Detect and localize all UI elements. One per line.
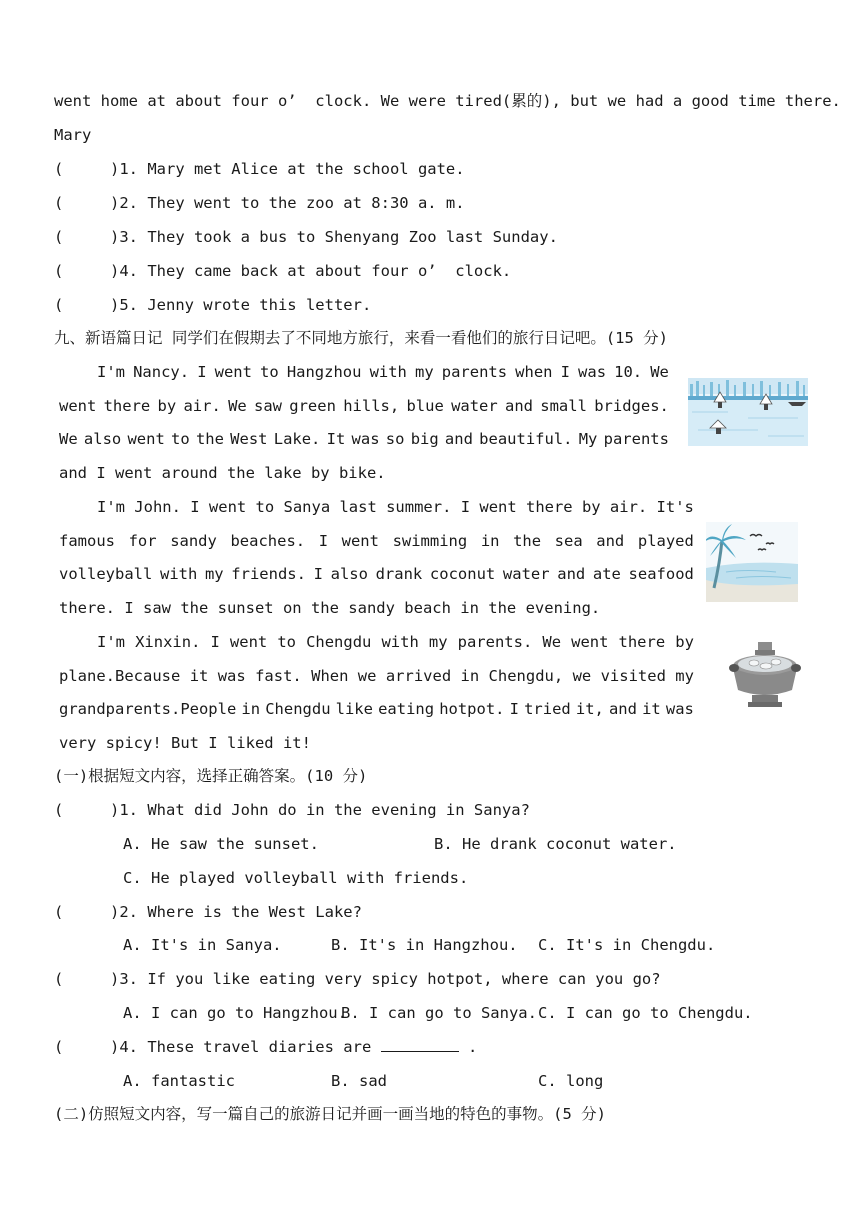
word: hotpot. [439,700,505,718]
word: I [560,363,570,381]
word: volleyball [59,565,153,583]
west-lake-image [688,378,808,446]
word: air. [609,498,648,516]
word: bridges. [594,397,669,415]
word: Xinxin. [135,633,201,651]
word: water [451,397,498,415]
xinxin-line-3 [59,698,694,720]
word: We [650,363,669,381]
word: parents [441,363,508,381]
part-2-title: (二)仿照短文内容，写一篇自己的旅游日记并画一画当地的特色的事物。(5 分) [54,1105,606,1123]
letter-last-line: went home at about four o’ clock. We were tired(累的), but we had a good time there. [54,92,841,110]
word: swimming [392,532,468,550]
part-1-title: (一)根据短文内容，选择正确答案。(10 分) [54,767,368,785]
word: it, [575,700,604,718]
nancy-line-2 [59,395,669,417]
word: played [637,532,694,550]
word: friends. [231,565,306,583]
word: with [159,565,198,583]
word: my [428,633,448,651]
word: 10. [614,363,643,381]
word: blue [406,397,444,415]
q1-option-c: C. He played volleyball with friends. [123,869,469,887]
q3-option-b: B. I can go to Sanya. [341,1004,537,1022]
word: air. [183,397,221,415]
word: to [277,633,296,651]
john-line-3 [59,563,694,585]
word: by [675,633,694,651]
word: West [230,430,268,448]
word: parents [603,430,669,448]
nancy-line-3 [59,428,669,450]
q3-option-a: A. I can go to Hangzhou. [123,1004,347,1022]
word: drank [375,565,423,583]
word: went [127,430,165,448]
word: went [59,397,97,415]
word: eating [378,700,435,718]
q2-option-b: B. It's in Hangzhou. [331,936,518,954]
word: I'm [97,363,125,381]
john-line-1 [97,496,694,518]
word: We [228,397,247,415]
sanya-beach-image [706,522,798,602]
word: hills, [343,397,400,415]
john-line-2 [59,530,694,552]
q4-stem-end: . [458,1038,478,1056]
word: tried [524,700,571,718]
word: to [171,430,190,448]
word: there [525,498,573,516]
q2-option-c: C. It's in Chengdu. [538,936,716,954]
word: when [515,363,553,381]
john-line-4: there. I saw the sunset on the sandy beach in the evening. [59,599,601,617]
word: sandy [170,532,217,550]
word: my [675,667,694,685]
tf-item-2: ( )2. They went to the zoo at 8:30 a. m. [54,194,465,212]
word: parents. [457,633,533,651]
nancy-line-4: and I went around the lake by bike. [59,464,386,482]
q4-answer-blank[interactable] [381,1037,459,1052]
q4-stem: ( )4. These travel diaries are [54,1038,372,1056]
nancy-line-1 [97,361,669,383]
word: went [214,363,252,381]
word: big [410,430,439,448]
word: visited [600,667,666,685]
word: Lake. [273,430,321,448]
tf-item-5: ( )5. Jenny wrote this letter. [54,296,372,314]
word: sea [554,532,583,550]
word: with [369,363,407,381]
word: it [189,667,209,685]
word: to [260,363,279,381]
word: we [357,667,377,685]
word: and [596,532,625,550]
word: Sanya [283,498,331,516]
word: it [642,700,661,718]
word: I'm [97,633,125,651]
word: water [502,565,550,583]
word: in [460,667,480,685]
word: beaches. [230,532,306,550]
word: It's [656,498,694,516]
word: Nancy. [133,363,190,381]
word: ate [592,565,621,583]
xinxin-line-1 [97,631,694,653]
q4-option-c: C. long [538,1072,604,1090]
word: plane.Because [59,667,181,685]
word: small [540,397,587,415]
word: and [444,430,473,448]
q3-stem: ( )3. If you like eating very spicy hotpot, where can you go? [54,970,661,988]
word: beautiful. [479,430,573,448]
tf-item-3: ( )3. They took a bus to Shenyang Zoo last Sunday. [54,228,558,246]
xinxin-line-2 [59,665,694,687]
word: also [83,430,122,448]
q1-stem: ( )1. What did John do in the evening in Sanya? [54,801,530,819]
word: My [578,430,598,448]
word: like [335,700,373,718]
word: my [204,565,224,583]
word: summer. [386,498,452,516]
word: went [479,498,517,516]
word: Hangzhou [286,363,362,381]
q4-stem-row [54,1036,477,1058]
word: It [326,430,346,448]
word: I [460,498,471,516]
word: saw [254,397,282,415]
word: Chengdu, [488,667,564,685]
word: When [311,667,349,685]
word: also [330,565,368,583]
word: with [381,633,419,651]
q1-option-a: A. He saw the sunset. [123,835,319,853]
q4-option-a: A. fantastic [123,1072,235,1090]
word: famous [59,532,115,550]
word: was [217,667,246,685]
word: we [572,667,592,685]
word: to [255,498,275,516]
word: went [571,633,609,651]
word: there [103,397,151,415]
q2-option-a: A. It's in Sanya. [123,936,282,954]
word: Chengdu [265,700,331,718]
word: for [128,532,157,550]
q2-stem: ( )2. Where is the West Lake? [54,903,362,921]
word: my [414,363,434,381]
word: We [59,430,78,448]
q1-option-b: B. He drank coconut water. [434,835,677,853]
word: was [578,363,607,381]
tf-item-1: ( )1. Mary met Alice at the school gate. [54,160,465,178]
word: grandparents.People [59,700,237,718]
q3-option-c: C. I can go to Chengdu. [538,1004,753,1022]
word: coconut [429,565,496,583]
word: last [339,498,377,516]
word: the [195,430,224,448]
word: and [557,565,586,583]
word: was [665,700,694,718]
hotpot-image [728,640,810,710]
word: green [289,397,336,415]
xinxin-line-4: very spicy! But I liked it! [59,734,311,752]
word: and [608,700,637,718]
word: We [542,633,562,651]
word: in [480,532,500,550]
word: John. [134,498,181,516]
letter-signature: Mary [54,126,92,144]
q4-option-b: B. sad [331,1072,387,1090]
word: I [190,498,200,516]
word: there [618,633,666,651]
word: seafood [628,565,694,583]
word: the [513,532,542,550]
word: I'm [97,498,125,516]
word: Chengdu [306,633,372,651]
word: arrived [385,667,452,685]
word: I [313,565,323,583]
word: was [351,430,380,448]
word: went [208,498,247,516]
word: so [385,430,405,448]
word: I [210,633,220,651]
word: and [505,397,533,415]
word: by [581,498,601,516]
word: I [509,700,519,718]
word: went [341,532,379,550]
word: I [318,532,329,550]
word: by [157,397,177,415]
tf-item-4: ( )4. They came back at about four o’ clock. [54,262,512,280]
section-9-title: 九、新语篇日记 同学们在假期去了不同地方旅行，来看一看他们的旅行日记吧。(15 分) [54,329,668,347]
word: fast. [255,667,302,685]
word: went [229,633,268,651]
word: I [197,363,207,381]
word: in [241,700,261,718]
